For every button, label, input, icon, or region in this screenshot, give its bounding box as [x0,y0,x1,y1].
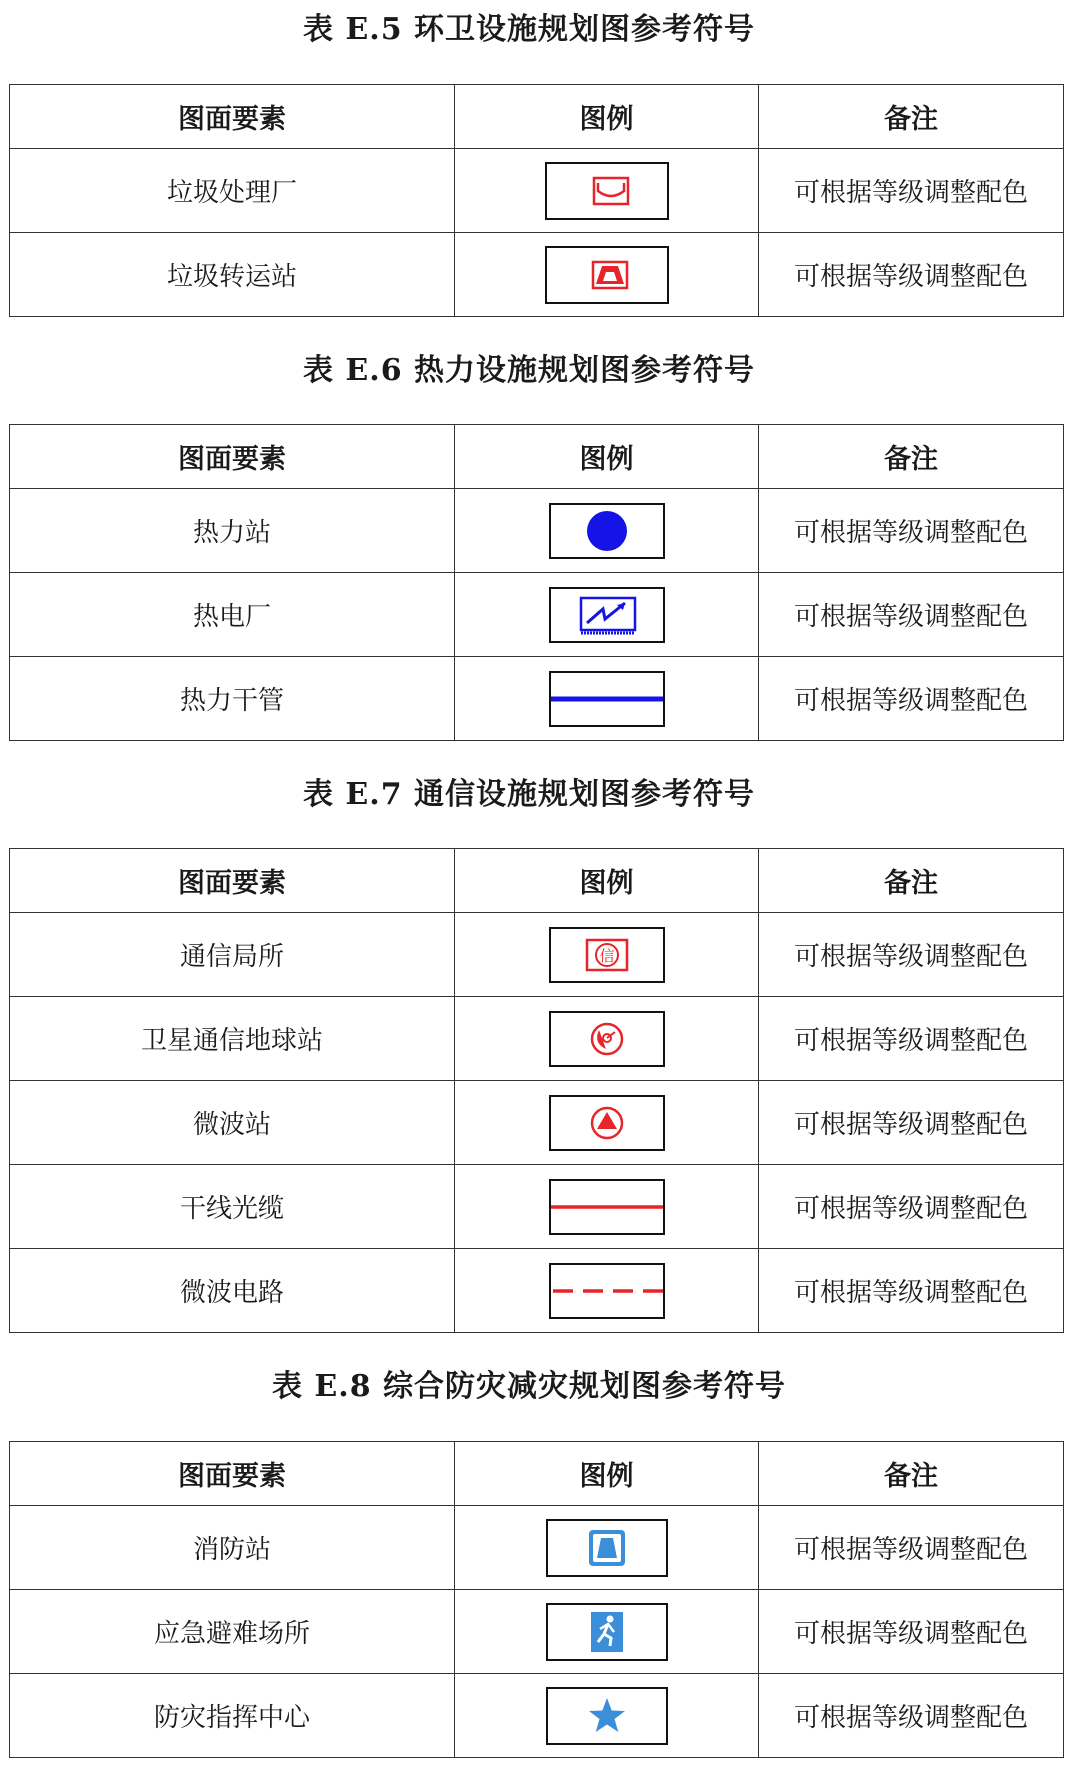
heating-station-icon [549,503,665,559]
table-title: 表 E.6 热力设施规划图参考符号 [302,353,756,388]
legend-cell [455,913,759,997]
legend-cell [455,489,759,573]
satellite-earth-station-icon [549,1011,665,1067]
note-cell: 可根据等级调整配色 [759,1590,1064,1674]
element-cell: 干线光缆 [10,1165,455,1249]
header-row [10,85,1064,149]
disaster-command-center-icon [546,1687,668,1745]
legend-cell [455,1081,759,1165]
element-cell: 消防站 [10,1506,455,1590]
note-cell: 可根据等级调整配色 [759,913,1064,997]
note-cell: 可根据等级调整配色 [759,997,1064,1081]
telecom-glyph: 信 [598,946,615,965]
table-row [10,1165,1064,1249]
table-row [10,573,1064,657]
note-cell: 可根据等级调整配色 [759,657,1064,741]
table-row [10,489,1064,573]
legend-cell [455,997,759,1081]
element-cell: 垃圾处理厂 [10,149,455,233]
element-cell: 通信局所 [10,913,455,997]
legend-cell [455,1674,759,1758]
table-row [10,997,1064,1081]
emergency-shelter-icon [546,1603,668,1661]
header-element: 图面要素 [10,849,455,913]
legend-cell [455,657,759,741]
symbol-table-e7 [9,848,1064,1333]
header-row [10,1442,1064,1506]
table-row [10,913,1064,997]
table-title: 表 E.8 综合防灾减灾规划图参考符号 [271,1369,787,1404]
header-note: 备注 [759,85,1064,149]
header-element: 图面要素 [10,1442,455,1506]
table-row [10,233,1064,317]
note-cell: 可根据等级调整配色 [759,1249,1064,1333]
header-note: 备注 [759,425,1064,489]
legend-cell [455,149,759,233]
element-cell: 卫星通信地球站 [10,997,455,1081]
element-cell: 热力干管 [10,657,455,741]
note-cell: 可根据等级调整配色 [759,489,1064,573]
header-note: 备注 [759,1442,1064,1506]
heating-main-pipe-icon [549,671,665,727]
note-cell: 可根据等级调整配色 [759,149,1064,233]
header-legend: 图例 [455,849,759,913]
header-legend: 图例 [455,425,759,489]
note-cell: 可根据等级调整配色 [759,1506,1064,1590]
fire-station-icon [546,1519,668,1577]
element-cell: 微波电路 [10,1249,455,1333]
table-row [10,1249,1064,1333]
legend-cell [455,573,759,657]
element-cell: 应急避难场所 [10,1590,455,1674]
symbol-table-e8 [9,1441,1064,1758]
telecom-office-icon [549,927,665,983]
header-note: 备注 [759,849,1064,913]
element-cell: 热电厂 [10,573,455,657]
legend-cell [455,1506,759,1590]
table-row [10,657,1064,741]
waste-transfer-station-icon [545,246,669,304]
microwave-station-icon [549,1095,665,1151]
legend-cell [455,233,759,317]
note-cell: 可根据等级调整配色 [759,1081,1064,1165]
note-cell: 可根据等级调整配色 [759,1674,1064,1758]
table-row [10,1674,1064,1758]
legend-cell [455,1590,759,1674]
table-title: 表 E.7 通信设施规划图参考符号 [302,777,756,812]
header-element: 图面要素 [10,425,455,489]
thermal-power-plant-icon [549,587,665,643]
element-cell: 微波站 [10,1081,455,1165]
header-row [10,425,1064,489]
table-row [10,1506,1064,1590]
note-cell: 可根据等级调整配色 [759,573,1064,657]
element-cell: 垃圾转运站 [10,233,455,317]
header-element: 图面要素 [10,85,455,149]
waste-treatment-plant-icon [545,162,669,220]
trunk-optical-cable-icon [549,1179,665,1235]
header-row [10,849,1064,913]
table-row [10,149,1064,233]
note-cell: 可根据等级调整配色 [759,1165,1064,1249]
table-row [10,1081,1064,1165]
microwave-circuit-icon [549,1263,665,1319]
element-cell: 热力站 [10,489,455,573]
note-cell: 可根据等级调整配色 [759,233,1064,317]
legend-cell [455,1165,759,1249]
legend-cell [455,1249,759,1333]
symbol-table-e6 [9,424,1064,741]
element-cell: 防灾指挥中心 [10,1674,455,1758]
table-title: 表 E.5 环卫设施规划图参考符号 [302,12,756,47]
table-row [10,1590,1064,1674]
symbol-table-e5 [9,84,1064,317]
header-legend: 图例 [455,85,759,149]
header-legend: 图例 [455,1442,759,1506]
